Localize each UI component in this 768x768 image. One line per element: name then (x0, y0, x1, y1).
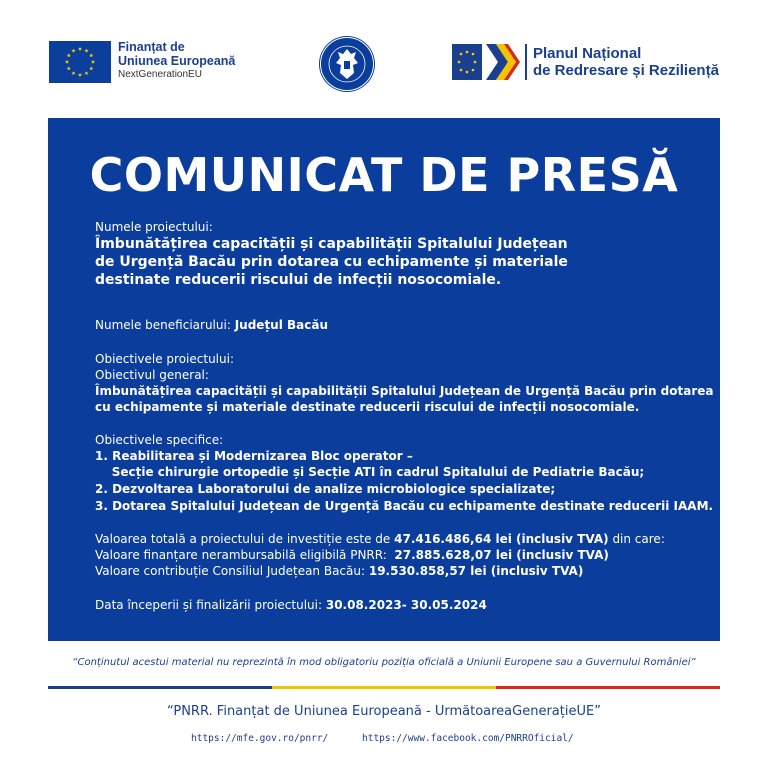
county-contribution-value: 19.530.858,57 lei (inclusiv TVA) (368, 564, 584, 578)
pnrr-title (533, 45, 719, 79)
project-name-label: Numele proiectului: (95, 220, 213, 234)
beneficiary-row (95, 318, 328, 333)
specific-objective-item: 1. Reabilitarea și Modernizarea Bloc operator – (95, 449, 413, 463)
eu-flag-icon (49, 41, 111, 83)
guvernul-romaniei-seal-icon (318, 35, 376, 93)
specific-objectives-label: Obiectivele specifice: (95, 433, 224, 447)
total-value-row (95, 532, 665, 547)
project-name-line: de Urgență Bacău prin dotarea cu echipamente și materiale (95, 254, 568, 270)
total-value-suffix: din care: (608, 532, 665, 546)
flag-stripe-red (496, 686, 720, 689)
specific-objective-item: 2. Dezvoltarea Laboratorului de analize microbiologice specializate; (95, 482, 556, 496)
disclaimer: “Conținutul acestui material nu reprezintă în mod obligatoriu poziția oficială a Uniunii Europene sau a Guvernului României” (72, 657, 696, 668)
specific-objective-item: 3. Dotarea Spitalului Județean de Urgență Bacău cu echipamente destinate reducerii IAAM. (95, 499, 714, 513)
eu-funding-line3: NextGenerationEU (118, 69, 202, 80)
eu-funding-label (118, 40, 235, 82)
beneficiary-value: Județul Bacău (234, 318, 329, 332)
general-objective-line: Îmbunătățirea capacității și capabilității Spitalului Județean de Urgență Bacău prin dotarea (95, 384, 714, 398)
pnrr-funding-value: 27.885.628,07 lei (inclusiv TVA) (394, 548, 609, 562)
project-dates-value: 30.08.2023- 30.05.2024 (325, 598, 487, 612)
specific-objective-item: Secție chirurgie ortopedie și Secție ATI în cadrul Spitalului de Pediatrie Bacău; (95, 465, 645, 479)
general-objective-line: cu echipamente și materiale destinate reducerii riscului de infecții nosocomiale. (95, 400, 640, 414)
pnrr-title-line1: Planul Național (533, 45, 642, 62)
beneficiary-label: Numele beneficiarului: (95, 318, 231, 332)
eu-funding-line1: Finanțat de (118, 40, 185, 54)
page-title: COMUNICAT DE PRESĂ (89, 148, 679, 202)
general-objective-label: Obiectivul general: (95, 368, 209, 382)
pnrr-title-line2: de Redresare și Reziliență (533, 62, 719, 79)
pnrr-divider (525, 44, 527, 80)
flag-stripe-yellow (272, 686, 496, 689)
facebook-link[interactable]: https://www.facebook.com/PNRROficial/ (362, 733, 574, 744)
project-dates-label: Data începerii și finalizării proiectului: (95, 598, 326, 612)
total-value-label: Valoarea totală a proiectului de investiție este de (95, 532, 395, 546)
county-contribution-label: Valoare contribuție Consiliul Județean Bacău: (95, 564, 369, 578)
project-name-line: Îmbunătățirea capacității și capabilității Spitalului Județean (95, 236, 568, 252)
project-dates-row (95, 598, 487, 613)
press-release-panel (48, 118, 720, 641)
pnrr-logo-icon (452, 44, 520, 80)
mfe-link[interactable]: https://mfe.gov.ro/pnrr/ (191, 733, 329, 744)
total-value: 47.416.486,64 lei (inclusiv TVA) (394, 532, 609, 546)
flag-stripe-blue (48, 686, 272, 689)
slogan: “PNRR. Finanțat de Uniunea Europeană - UrmătoareaGenerațieUE” (167, 704, 601, 719)
objectives-label: Obiectivele proiectului: (95, 352, 235, 366)
eu-funding-line2: Uniunea Europeană (118, 54, 236, 68)
pnrr-funding-row (95, 548, 609, 563)
project-name-line: destinate reducerii riscului de infecții nosocomiale. (95, 272, 502, 288)
pnrr-funding-label: Valoare finanțare nerambursabilă eligibilă PNRR: (95, 548, 395, 562)
county-contribution-row (95, 564, 583, 579)
